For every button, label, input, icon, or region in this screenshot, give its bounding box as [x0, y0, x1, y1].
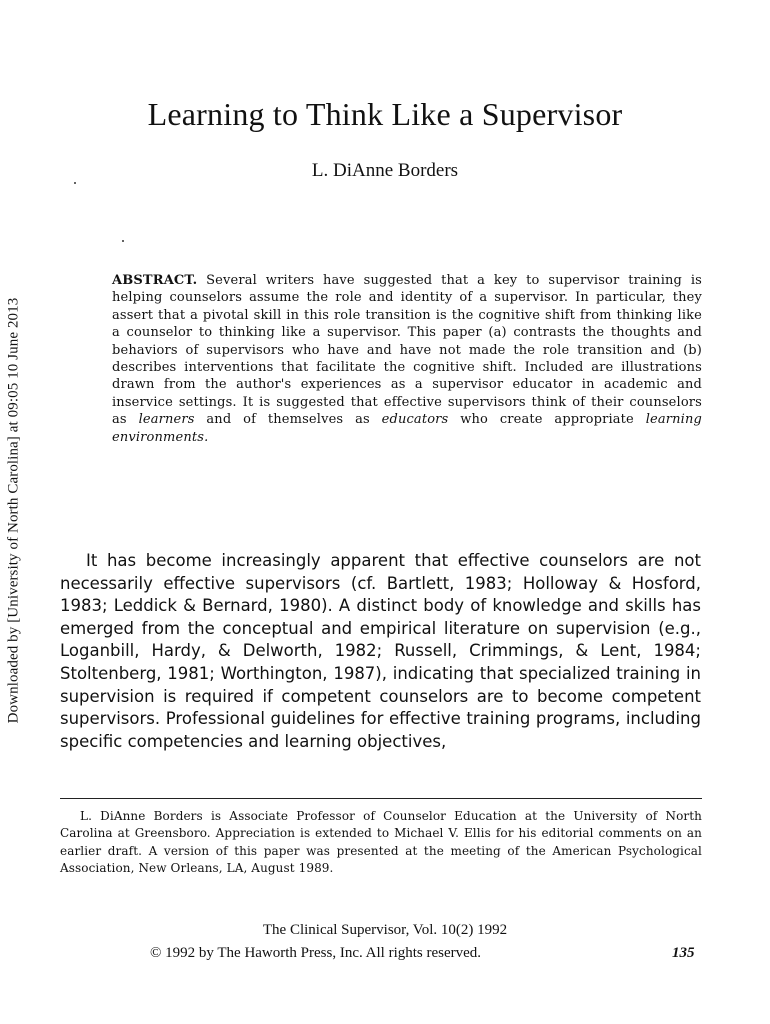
- scan-speck: [122, 240, 124, 242]
- journal-citation: The Clinical Supervisor, Vol. 10(2) 1992: [262, 922, 508, 938]
- download-watermark: [4, 240, 24, 780]
- abstract-label: ABSTRACT.: [112, 273, 198, 288]
- scan-speck: [74, 182, 76, 184]
- abstract-text: who create appropriate: [460, 412, 634, 428]
- abstract: [112, 272, 702, 446]
- paper-title: Learning to Think Like a Supervisor: [147, 96, 623, 132]
- abstract-emphasis-learning-environments: learning environments.: [112, 412, 702, 445]
- footnote-divider: [60, 798, 702, 799]
- author-footnote: L. DiAnne Borders is Associate Professor of Counselor Education at the University of North Carolina at Greensboro. Appreciation is extended to Michael V. Ellis for his editorial comments on an earlier draft. A version of this paper was presented at the meeting of the American Psychological Association, New Orleans, LA, August 1989.: [60, 809, 702, 875]
- copyright-notice: © 1992 by The Haworth Press, Inc. All rights reserved.: [150, 945, 482, 961]
- abstract-emphasis-learners: learners: [138, 412, 195, 428]
- abstract-emphasis-educators: educators: [381, 412, 449, 428]
- abstract-text: Several writers have suggested that a key to supervisor training is helping counselors assume the role and identity of a supervisor. In particular, they assert that a pivotal skill in this role transition is the cognitive shift from thinking like a counselor to thinking like a supervisor. This paper (a) contrasts the thoughts and behaviors of supervisors who have and have not made the role transition and (b) describes interventions that facilitate the cognitive shift. Included are illustrations drawn from the author's experiences as a supervisor educator in academic and inservice settings. It is suggested that effective supervisors think of their counselors as: [112, 273, 702, 428]
- abstract-text: and of themselves as: [206, 412, 370, 428]
- body-paragraph: It has become increasingly apparent that effective counselors are not necessarily effective supervisors (cf. Bartlett, 1983; Holloway & Hosford, 1983; Leddick & Bernard, 1980). A distinct body of knowledge and skills has emerged from the conceptual and empirical literature on supervision (e.g., Loganbill, Hardy, & Delworth, 1982; Russell, Crimmings, & Lent, 1984; Stoltenberg, 1981; Worthington, 1987), indicating that specialized training in supervision is required if competent counselors are to become competent supervisors. Professional guidelines for effective training programs, including specific competencies and learning objectives,: [60, 551, 701, 751]
- paper-author: L. DiAnne Borders: [311, 160, 459, 181]
- download-note: Downloaded by [University of North Carolina] at 09:05 10 June 2013: [5, 297, 22, 723]
- page-number: 135: [672, 945, 695, 961]
